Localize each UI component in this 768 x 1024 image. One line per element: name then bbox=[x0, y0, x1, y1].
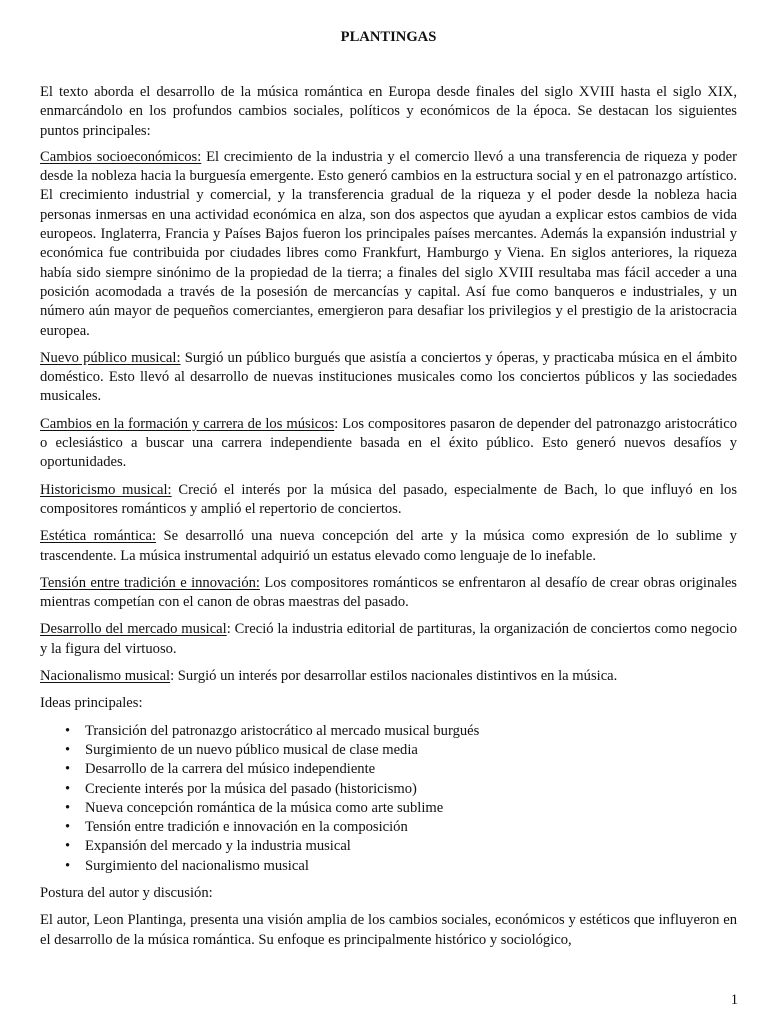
list-item-text: Tensión entre tradición e innovación en la composición bbox=[85, 819, 408, 836]
section-heading: Cambios en la formación y carrera de los músicos bbox=[40, 415, 335, 432]
list-item-text: Transición del patronazgo aristocrático al mercado musical burgués bbox=[85, 722, 480, 739]
bullet-icon: • bbox=[65, 780, 71, 797]
section-heading: Cambios socioeconómicos: bbox=[40, 148, 202, 165]
section-paragraph bbox=[40, 667, 737, 686]
list-item-text: Expansión del mercado y la industria musical bbox=[85, 838, 351, 855]
bullet-icon: • bbox=[65, 857, 71, 874]
section-body: Los compositores románticos se enfrentaron al desafío de crear obras originales mientras competían con el canon de obras maestras del pasado. bbox=[40, 574, 737, 611]
section-paragraph bbox=[40, 574, 737, 613]
section-paragraph bbox=[40, 527, 737, 566]
list-item bbox=[65, 760, 737, 779]
list-item bbox=[65, 722, 737, 741]
section-body: : Los compositores pasaron de depender del patronazgo aristocrático o eclesiástico a buscar una carrera independiente basada en el éxito público. Esto generó nuevos desafíos y oportunidades. bbox=[40, 415, 737, 471]
ideas-list bbox=[40, 722, 737, 876]
list-item bbox=[65, 857, 737, 876]
section-heading: Nuevo público musical: bbox=[40, 349, 181, 366]
bullet-icon: • bbox=[65, 799, 71, 816]
section-paragraph bbox=[40, 349, 737, 407]
section-paragraph bbox=[40, 415, 737, 473]
intro-paragraph: El texto aborda el desarrollo de la música romántica en Europa desde finales del siglo XVIII hasta el siglo XIX, enmarcándolo en los profundos cambios sociales, políticos y económicos de la época. Se destacan los siguientes puntos principales: bbox=[40, 84, 737, 139]
document-page bbox=[40, 28, 737, 958]
section-heading: Historicismo musical: bbox=[40, 481, 172, 498]
section-body: Surgió un público burgués que asistía a conciertos y óperas, y practicaba música en el ámbito doméstico. Esto llevó al desarrollo de nuevas instituciones musicales como los conciertos públicos y las sociedades musicales. bbox=[40, 349, 737, 405]
section-paragraph bbox=[40, 148, 737, 341]
bullet-icon: • bbox=[65, 722, 71, 739]
section-paragraph bbox=[40, 481, 737, 520]
postura-paragraph: El autor, Leon Plantinga, presenta una visión amplia de los cambios sociales, económicos y estéticos que influyeron en el desarrollo de la música romántica. Su enfoque es principalmente histórico y sociológico, bbox=[40, 912, 737, 948]
section-body: El crecimiento de la industria y el comercio llevó a una transferencia de riqueza y poder desde la nobleza hacia la burguesía emergente. Esto generó cambios en la estructura social y en el patronazgo artístico. El crecimiento industrial y comercial, y la transferencia gradual de la riqueza y el poder desde la nobleza hacia personas inmersas en una actividad económica en alza, son dos aspectos que ayudan a explicar estos cambios de vida europeos. Inglaterra, Francia y Países Bajos fueron los principales países mercantes. Además la expansión industrial y económica fue contribuida por ciudades libres como Frankfurt, Hamburgo y Viena. En siglos anteriores, la riqueza había sido siempre sinónimo de la propiedad de la tierra; a finales del siglo XVIII resultaba mas fácil acceder a una posición acomodada a través de la posesión de mercancías y capital. Así fue como banqueros e industriales, y un número aún mayor de pequeños comerciantes, emergieron para desafiar los privilegios y el prestigio de la aristocracia europea. bbox=[40, 148, 737, 339]
document-title: PLANTINGAS bbox=[340, 29, 437, 45]
list-item-text: Creciente interés por la música del pasado (historicismo) bbox=[85, 780, 417, 797]
section-heading: Nacionalismo musical bbox=[40, 668, 171, 685]
ideas-label: Ideas principales: bbox=[40, 695, 143, 712]
list-item bbox=[65, 818, 737, 837]
bullet-icon: • bbox=[65, 741, 71, 758]
section-body: : Creció la industria editorial de partituras, la organización de conciertos como negocio y la figura del virtuoso. bbox=[40, 621, 737, 657]
list-item-text: Surgimiento del nacionalismo musical bbox=[85, 857, 309, 874]
list-item bbox=[65, 837, 737, 856]
section-body: : Surgió un interés por desarrollar estilos nacionales distintivos en la música. bbox=[170, 668, 618, 685]
section-heading: Tensión entre tradición e innovación: bbox=[40, 574, 260, 591]
bullet-icon: • bbox=[65, 819, 71, 836]
list-item bbox=[65, 799, 737, 818]
list-item-text: Desarrollo de la carrera del músico independiente bbox=[85, 761, 376, 778]
section-heading: Desarrollo del mercado musical bbox=[40, 621, 227, 638]
section-body: Creció el interés por la música del pasado, especialmente de Bach, lo que influyó en los compositores románticos y amplió el repertorio de conciertos. bbox=[40, 481, 737, 517]
list-item bbox=[65, 780, 737, 799]
section-body: Se desarrolló una nueva concepción del arte y la música como expresión de lo sublime y trascendente. La música instrumental adquirió un estatus elevado como lenguaje de lo inefable. bbox=[40, 528, 737, 564]
section-heading: Estética romántica: bbox=[40, 528, 157, 545]
list-item-text: Surgimiento de un nuevo público musical de clase media bbox=[85, 741, 418, 758]
list-item-text: Nueva concepción romántica de la música como arte sublime bbox=[85, 799, 444, 816]
postura-label: Postura del autor y discusión: bbox=[40, 884, 213, 901]
bullet-icon: • bbox=[65, 838, 71, 855]
page-number: 1 bbox=[730, 992, 738, 1008]
list-item bbox=[65, 741, 737, 760]
section-paragraph bbox=[40, 620, 737, 659]
bullet-icon: • bbox=[65, 761, 71, 778]
